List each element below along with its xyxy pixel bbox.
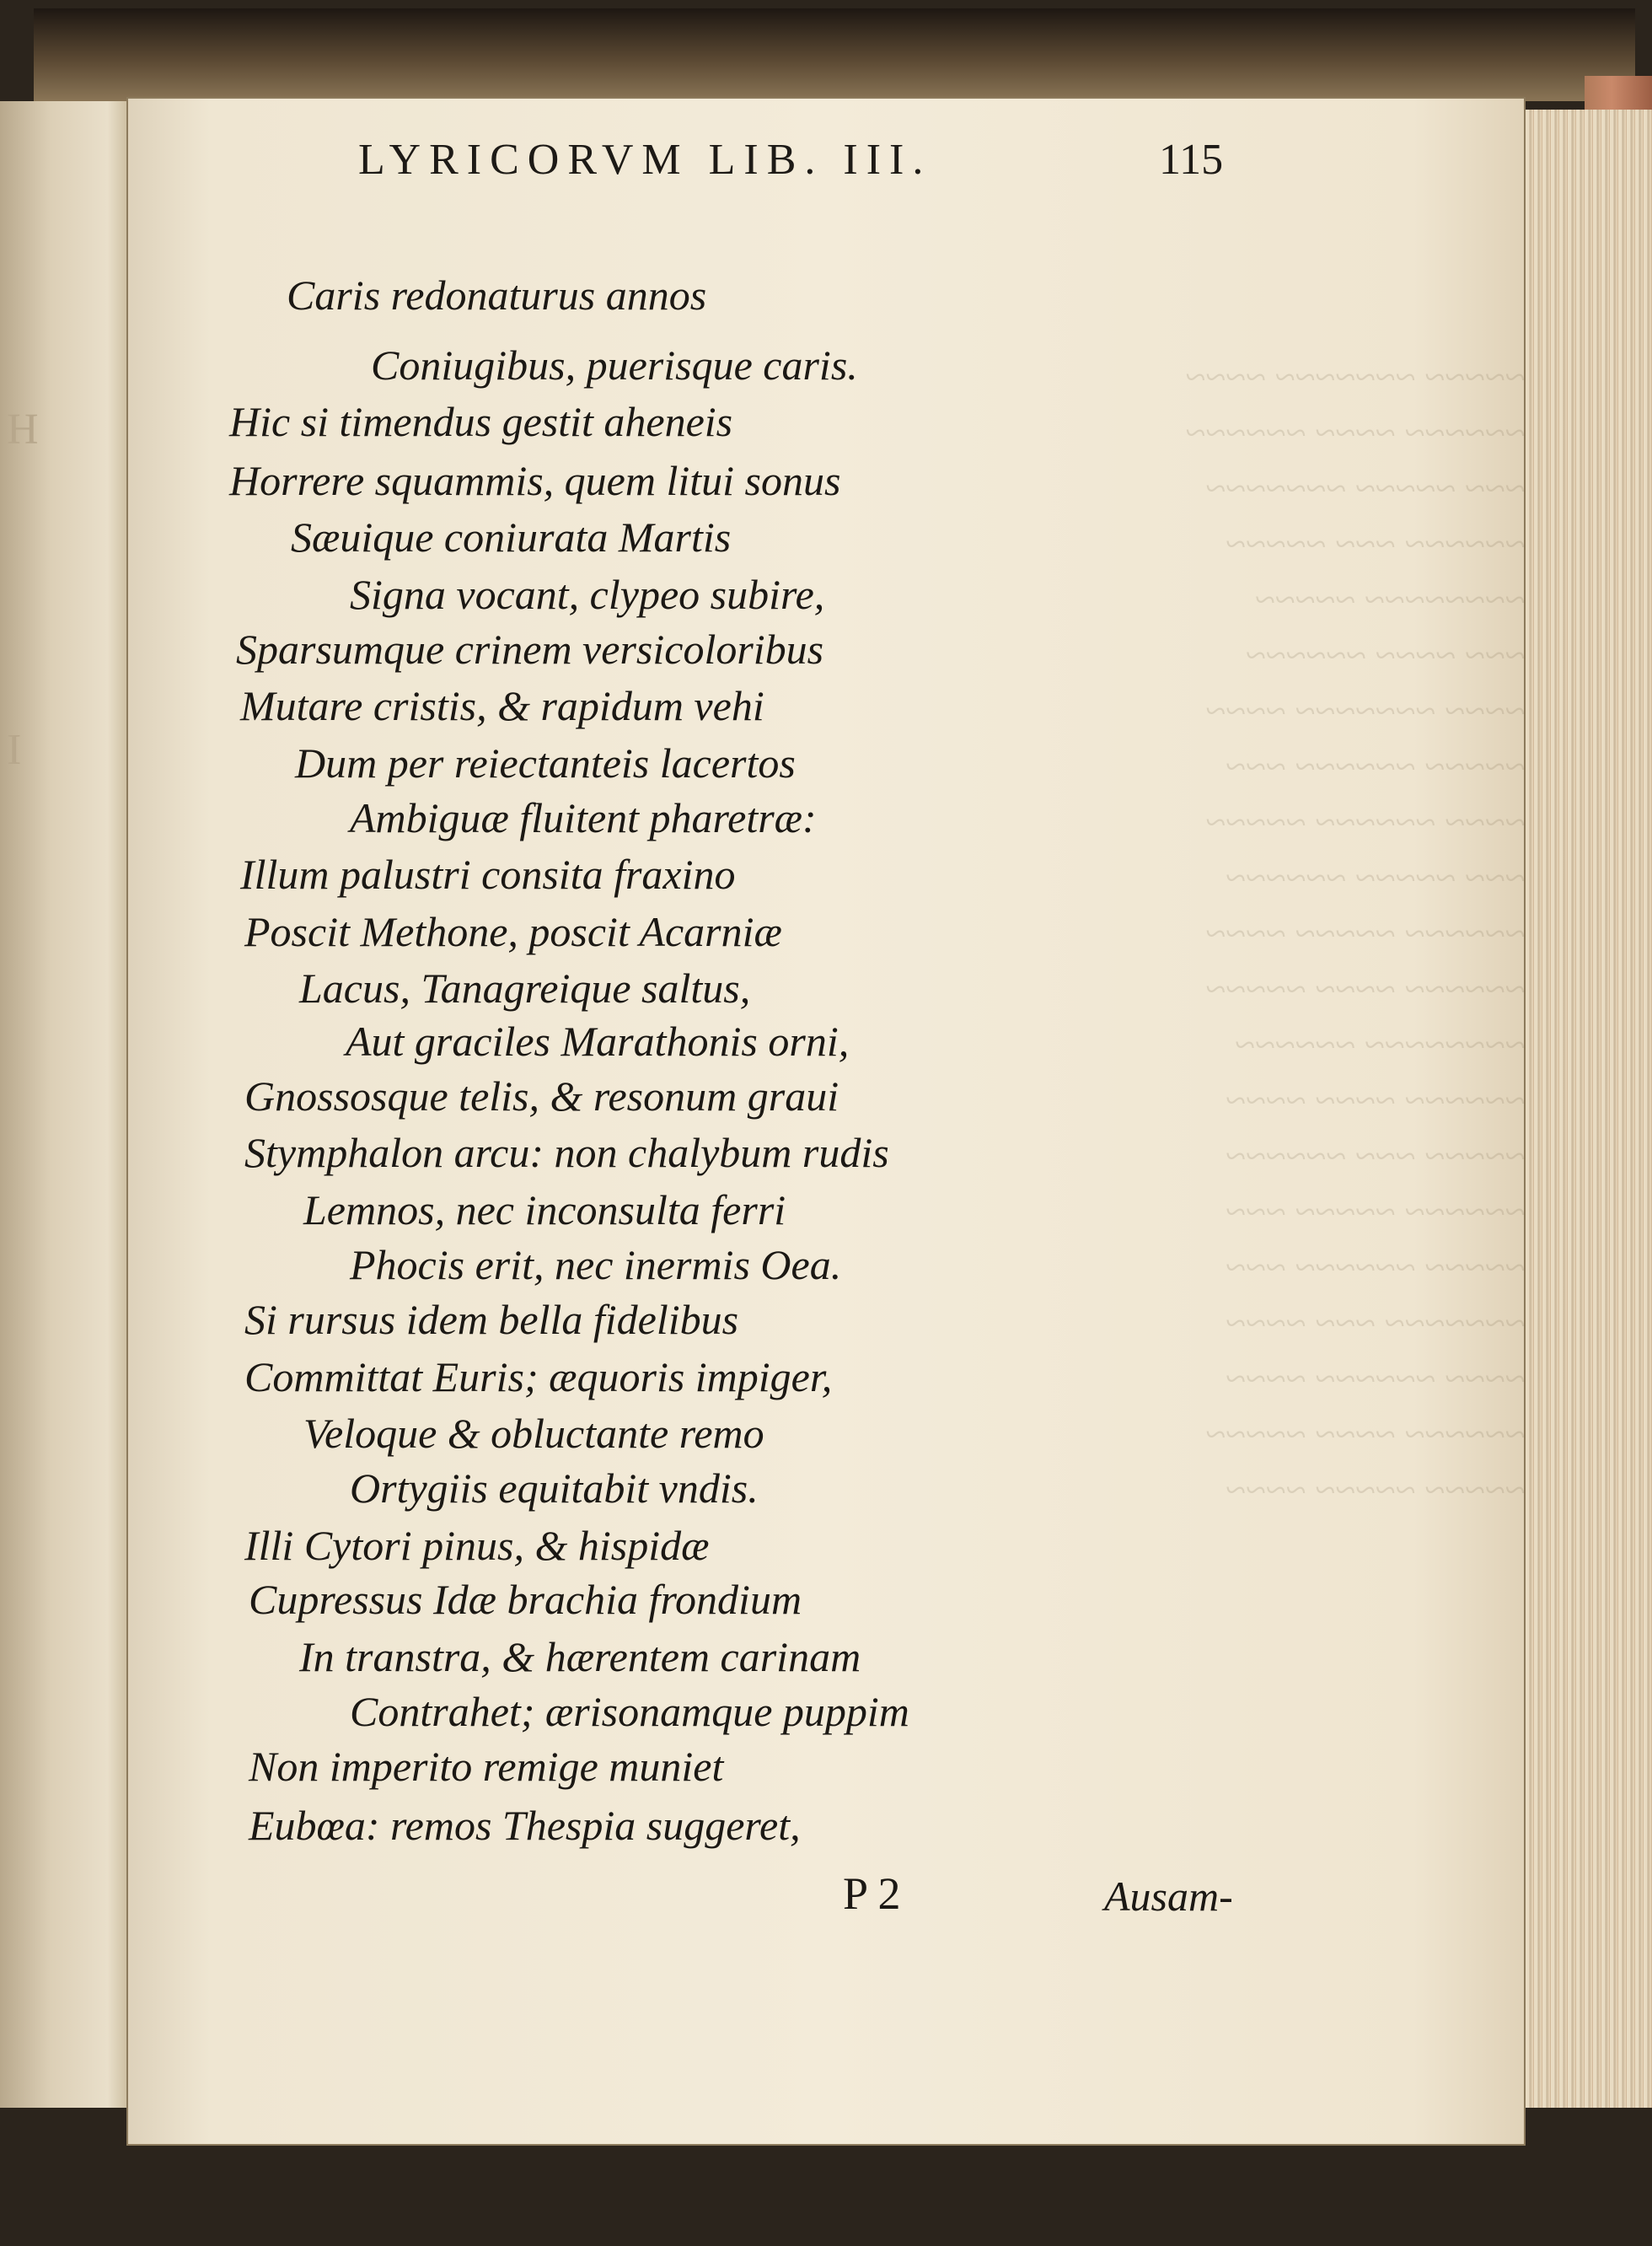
verse-line: Sparsumque crinem versicoloribus — [236, 626, 824, 673]
verse-line: Illi Cytori pinus, & hispidæ — [244, 1522, 710, 1569]
verse-line: In transtra, & hærentem carinam — [299, 1633, 861, 1680]
page-number: 115 — [1159, 136, 1224, 184]
verse-line: Stymphalon arcu: non chalybum rudis — [244, 1129, 889, 1176]
verse-line: Lemnos, nec inconsulta ferri — [303, 1186, 786, 1233]
verse-line: Non imperito remige muniet — [249, 1743, 724, 1790]
verse-line: Sæuique coniurata Martis — [291, 513, 732, 561]
verse-line: Contrahet; ærisonamque puppim — [350, 1688, 909, 1735]
catchword: Ausam- — [1104, 1873, 1233, 1920]
verse-line: Eubœa: remos Thespia suggeret, — [249, 1802, 801, 1849]
verse-line: Caris redonaturus annos — [287, 271, 707, 319]
verse-line: Committat Euris; æquoris impiger, — [244, 1353, 833, 1400]
left-page-ghost-letter: I — [7, 726, 22, 774]
left-page-ghost-letter: H — [7, 406, 39, 454]
running-head-title: LYRICORVM LIB. III. — [358, 136, 932, 184]
verse-line: Phocis erit, nec inermis Oea. — [350, 1241, 842, 1288]
verse-line: Hic si timendus gestit aheneis — [229, 398, 733, 445]
verse-line: Aut graciles Marathonis orni, — [346, 1018, 850, 1065]
verse-line: Gnossosque telis, & resonum graui — [244, 1072, 839, 1120]
verse-line: Signa vocant, clypeo subire, — [350, 571, 825, 618]
verse-line: Illum palustri consita fraxino — [240, 851, 736, 898]
verse-line: Veloque & obluctante remo — [303, 1410, 764, 1457]
verse-line: Horrere squammis, quem litui sonus — [229, 457, 841, 504]
verse-line: Ortygiis equitabit vndis. — [350, 1464, 759, 1512]
verse-line: Ambiguæ fluitent pharetræ: — [350, 794, 817, 841]
verse-line: Mutare cristis, & rapidum vehi — [240, 682, 764, 729]
verse-line: Coniugibus, puerisque caris. — [371, 341, 858, 389]
verse-line: Cupressus Idæ brachia frondium — [249, 1576, 802, 1623]
verse-line: Si rursus idem bella fidelibus — [244, 1296, 739, 1343]
verse-line: Lacus, Tanagreique saltus, — [299, 964, 751, 1012]
verse-line: Poscit Methone, poscit Acarniæ — [244, 908, 782, 955]
show-through-texture: ~~~~~ ~~~~~~~ ~~~~ ~~~~~~ ~~~~ ~~~~~~ ~~~ ~~~~~ ~~~~~~~ ~~~~~~ ~~~ ~~~~~ ~~~~~~~~ ~~~~~ ~~~ ~~~~ ~~~~~~ ~~~~ ~~~~~~~ ~~~~ ~~~~~ ~~~~~~ ~~~ ~~~~ ~~~~~~ ~~~~~ ~~~ ~~~~~ ~~~~~~ ~~~~~~ ~~~~~ ~~~~ ~~~~~~ ~~~~ ~~~~~ ~~~~~~~~ ~~~~~~ ~~~~~~ ~~~~ ~~~~ ~~~~~ ~~~ ~~~~~~ ~~~~~~ ~~~~~ ~~~ ~~~~~ ~~~~~~ ~~~ ~~~~~~~ ~~~ ~~~~ ~~~~ ~~~~~~ ~~~~ ~~~~~~ ~~~~ ~~~~~ ~~~~~ ~~~~~ ~~~~ — [1186, 357, 1526, 1511]
signature-mark: P 2 — [843, 1868, 901, 1919]
verse-line: Dum per reiectanteis lacertos — [295, 739, 796, 787]
